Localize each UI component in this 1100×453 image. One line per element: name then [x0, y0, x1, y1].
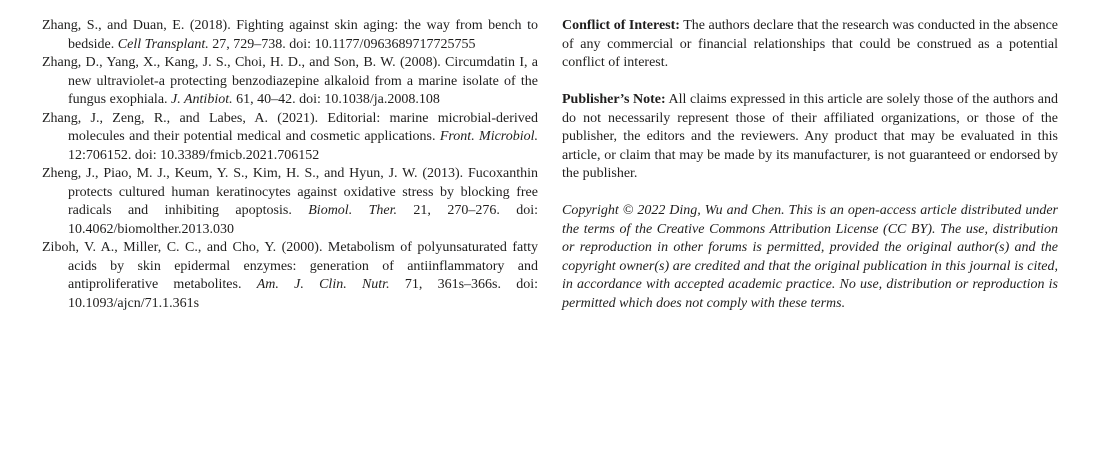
reference-text: Zheng, J., Piao, M. J., Keum, Y. S., Kim, H. S., and Hyun, J. W. (2013). Fucoxanthin protects cultured human keratinocytes against oxidative stress by blocking free radicals and inhibiting apoptosis. [42, 166, 538, 218]
conflict-of-interest-paragraph [562, 17, 1058, 73]
references-column [42, 17, 538, 313]
reference-journal: Front. Microbiol. [439, 129, 539, 144]
reference-item [42, 239, 538, 313]
reference-text: Zhang, D., Yang, X., Kang, J. S., Choi, H. D., and Son, B. W. (2008). Circumdatin I, a new ultraviolet-a protecting benzodiazepine alkaloid from a marine isolate of the fungus exophiala. [42, 55, 538, 107]
reference-journal: Cell Transplant. [117, 36, 209, 52]
reference-item [42, 110, 538, 166]
reference-text: Zhang, S., and Duan, E. (2018). Fighting against skin aging: the way from bench to bedside. [42, 18, 538, 52]
reference-journal: Biomol. Ther. [308, 203, 397, 218]
publishers-note-text: All claims expressed in this article are solely those of the authors and do not necessarily represent those of their affiliated organizations, or those of the publisher, the editors and the reviewers. Any product that may be evaluated in this article, or claim that may be made by its manufacturer, is not guaranteed or endorsed by the publisher. [562, 92, 1058, 181]
publishers-note-paragraph [562, 91, 1058, 184]
statements-column [562, 17, 1058, 313]
reference-citation: 12:706152. doi: 10.3389/fmicb.2021.706152 [68, 147, 320, 163]
conflict-of-interest-label: Conflict of Interest: [562, 18, 680, 33]
copyright-text: Copyright © 2022 Ding, Wu and Chen. This is an open-access article distributed under the terms of the Creative Commons Attribution License (CC BY). The use, distribution or reproduction in other forums is permitted, provided the original author(s) and the copyright owner(s) are credited and that the original publication in this journal is cited, in accordance with accepted academic practice. No use, distribution or reproduction is permitted which does not comply with these terms. [562, 203, 1058, 311]
reference-item [42, 17, 538, 54]
publishers-note-label: Publisher’s Note: [562, 92, 666, 107]
reference-journal: Am. J. Clin. Nutr. [256, 277, 390, 292]
reference-journal: J. Antibiot. [171, 92, 233, 107]
reference-citation: 27, 729–738. doi: 10.1177/0963689717725755 [212, 36, 476, 52]
reference-text: Ziboh, V. A., Miller, C. C., and Cho, Y. (2000). Metabolism of polyunsaturated fatty acids by skin epidermal enzymes: generation of antiinflammatory and antiproliferative metabolites. [42, 240, 538, 292]
reference-citation: 21, 270–276. doi: 10.4062/biomolther.2013.030 [68, 203, 539, 237]
conflict-of-interest-text: The authors declare that the research was conducted in the absence of any commercial or financial relationships that could be construed as a potential conflict of interest. [562, 18, 1059, 70]
reference-citation: 71, 361s–366s. doi: 10.1093/ajcn/71.1.361s [68, 277, 538, 311]
copyright-paragraph [562, 202, 1058, 313]
reference-item [42, 54, 538, 110]
reference-text: Zhang, J., Zeng, R., and Labes, A. (2021). Editorial: marine microbial-derived molecules and their potential medical and cosmetic applications. [42, 110, 538, 144]
reference-item [42, 165, 538, 239]
reference-citation: 61, 40–42. doi: 10.1038/ja.2008.108 [236, 92, 440, 107]
